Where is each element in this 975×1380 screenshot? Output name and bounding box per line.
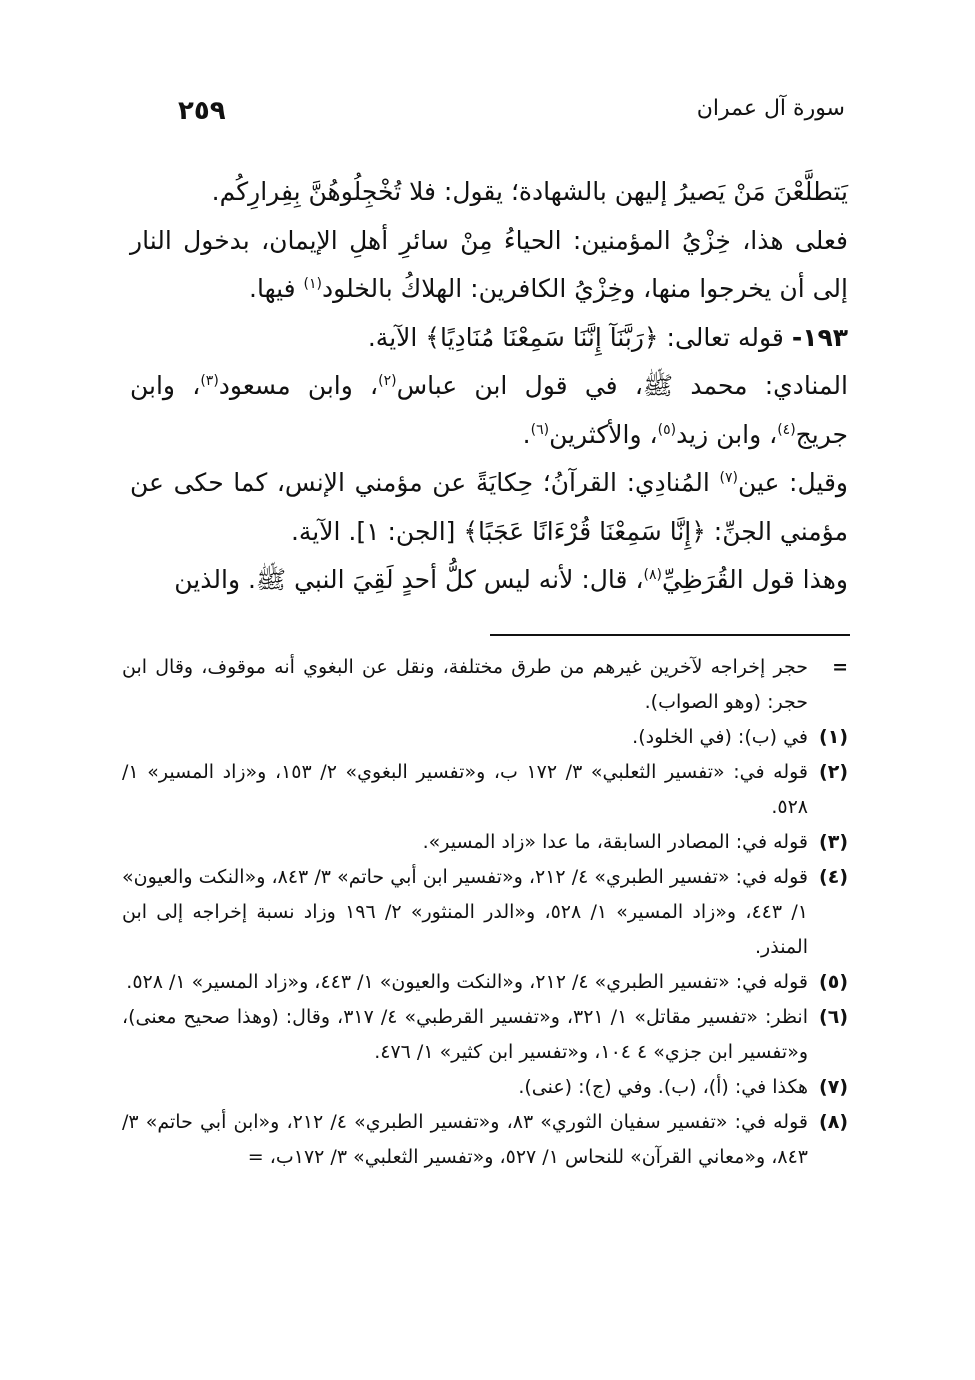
verse-193-text: قوله تعالى: ﴿رَبَّنَآ إِنَّنَا سَمِعْنَا مُنَادِيًا﴾ الآية.: [367, 322, 792, 352]
footnote-item: [122, 965, 848, 1000]
footnote-ref-8[interactable]: (٨): [643, 567, 662, 583]
continuation-marker: =: [832, 656, 848, 678]
footnote-number: (٤): [819, 866, 848, 888]
p5-text-b: المُنادِي: القرآنُ؛ حِكايَةً عن مؤمني الإنس، كما حكى عن مؤمني الجنِّ: ﴿إِنَّا سَمِعْنَا قُرْءَانًا عَجَبًا﴾ [الجن: ١]. الآية.: [130, 468, 848, 546]
footnote-text: قوله في: «تفسير الثعلبي» ٣/ ١٧٢ ب، و«تفسير البغوي» ٢/ ١٥٣، و«زاد المسير» ١/ ٥٢٨.: [122, 761, 809, 818]
footnote-item: [122, 860, 848, 965]
p6-text-a: وهذا قول القُرَظِيِّ: [662, 565, 848, 594]
footnote-number: (١): [819, 726, 848, 748]
footnote-ref-4[interactable]: (٤): [777, 421, 796, 438]
paragraph-6: [130, 556, 848, 605]
footnote-continuation: [122, 650, 848, 720]
footnote-text: انظر: «تفسير مقاتل» ١/ ٣٢١، و«تفسير القرطبي» ٤/ ٣١٧، وقال: (وهذا صحيح معنى)، و«تفسير ابن جزي» ٤ ١٠٤، و«تفسير ابن كثير» ١/ ٤٧٦.: [122, 1006, 808, 1063]
page-number: ٢٥٩: [178, 96, 226, 126]
paragraph-1: يَتطلَّعْنَ مَنْ يَصيرُ إليهن بالشهادة؛ يقول: فلا تُخْجِلُوهُنَّ بِفِرارِكُم.: [211, 177, 848, 206]
p6-text-b: ، قال: لأنه ليس كلُّ أحدٍ لَقِيَ النبي ﷺ. والذين: [174, 565, 644, 594]
p4-text-b: ، وابن مسعود: [218, 371, 379, 400]
running-header-surah: سورة آل عمران: [696, 96, 845, 121]
footnote-item: [122, 825, 848, 860]
footnote-number: (٥): [819, 971, 848, 993]
footnote-text: حجر إخراجه لآخرين غيرهم من طرق مختلفة، ونقل عن البغوي أنه موقوف، وقال ابن حجر: (وهو الصواب).: [122, 656, 808, 713]
p4-text-a: المنادي: محمد ﷺ، في قول ابن عباس: [396, 371, 848, 400]
p4-text-f: .: [522, 419, 531, 449]
verse-number: ١٩٣-: [791, 322, 848, 352]
paragraph-2-end: فيها.: [249, 274, 304, 303]
footnote-number: (٢): [819, 761, 848, 783]
paragraph-4: [130, 362, 848, 459]
footnotes: [122, 650, 848, 1175]
paragraph-2-text: فعلى هذا، خِزْيُ المؤمنين: الحياءُ مِنْ سائرِ أهلِ الإيمان، بدخول النار إلى أن يخرجوا منها، وخِزْيُ الكافرين: الهلاكُ بالخلود: [130, 225, 848, 303]
footnote-number: (٧): [819, 1076, 848, 1098]
footnote-number: (٣): [819, 831, 848, 853]
paragraph-2: [130, 217, 848, 314]
footnote-text: قوله في: «تفسير سفيان الثوري» ٨٣، و«تفسير الطبري» ٤/ ٢١٢، و«ابن أبي حاتم» ٣/ ٨٤٣، و«معاني القرآن» للنحاس ١/ ٥٢٧، و«تفسير الثعلبي» ٣/ ١٧٢ب، =: [122, 1111, 808, 1168]
footnote-text: قوله في: «تفسير الطبري» ٤/ ٢١٢، و«تفسير ابن أبي حاتم» ٣/ ٨٤٣، و«النكت والعيون» ١/ ٤٤٣، و«زاد المسير» ١/ ٥٢٨، و«الدر المنثور» ٢/ ١٩٦ وزاد نسبة إخراجه إلى ابن المنذر.: [122, 866, 808, 958]
footnote-ref-5[interactable]: (٥): [657, 421, 677, 438]
p4-text-c: ، وابن جريج: [130, 371, 848, 449]
footnote-text: قوله في: «تفسير الطبري» ٤/ ٢١٢، و«النكت والعيون» ١/ ٤٤٣، و«زاد المسير» ١/ ٥٢٨.: [126, 971, 808, 993]
footnote-ref-6[interactable]: (٦): [530, 421, 550, 438]
footnote-item: [122, 1070, 848, 1105]
p4-text-e: ، والأكثرين: [549, 419, 658, 449]
footnote-item: [122, 1000, 848, 1070]
p4-text-d: ، وابن زيد: [676, 419, 778, 449]
footnote-text: هكذا في: (أ)، (ب). وفي (ج): (عنى).: [518, 1076, 808, 1098]
paragraph-5: [130, 459, 848, 556]
footnote-ref-1[interactable]: (١): [303, 276, 323, 292]
footnote-ref-7[interactable]: (٧): [719, 470, 738, 486]
footnote-number: (٦): [819, 1006, 848, 1028]
footnote-text: في (ب): (في الخلود).: [632, 726, 808, 748]
footnote-item: [122, 720, 848, 755]
footnote-ref-3[interactable]: (٣): [200, 373, 219, 389]
footnote-number: (٨): [819, 1111, 848, 1133]
footnote-item: [122, 1105, 848, 1175]
footnote-separator: [490, 634, 850, 636]
footnote-item: [122, 755, 848, 825]
main-text: [130, 168, 848, 605]
verse-193-paragraph: [130, 314, 848, 363]
footnote-text: قوله في: المصادر السابقة، ما عدا «زاد المسير».: [422, 831, 808, 853]
p5-text-a: وقيل: عين: [737, 468, 848, 497]
footnote-ref-2[interactable]: (٢): [378, 373, 397, 389]
